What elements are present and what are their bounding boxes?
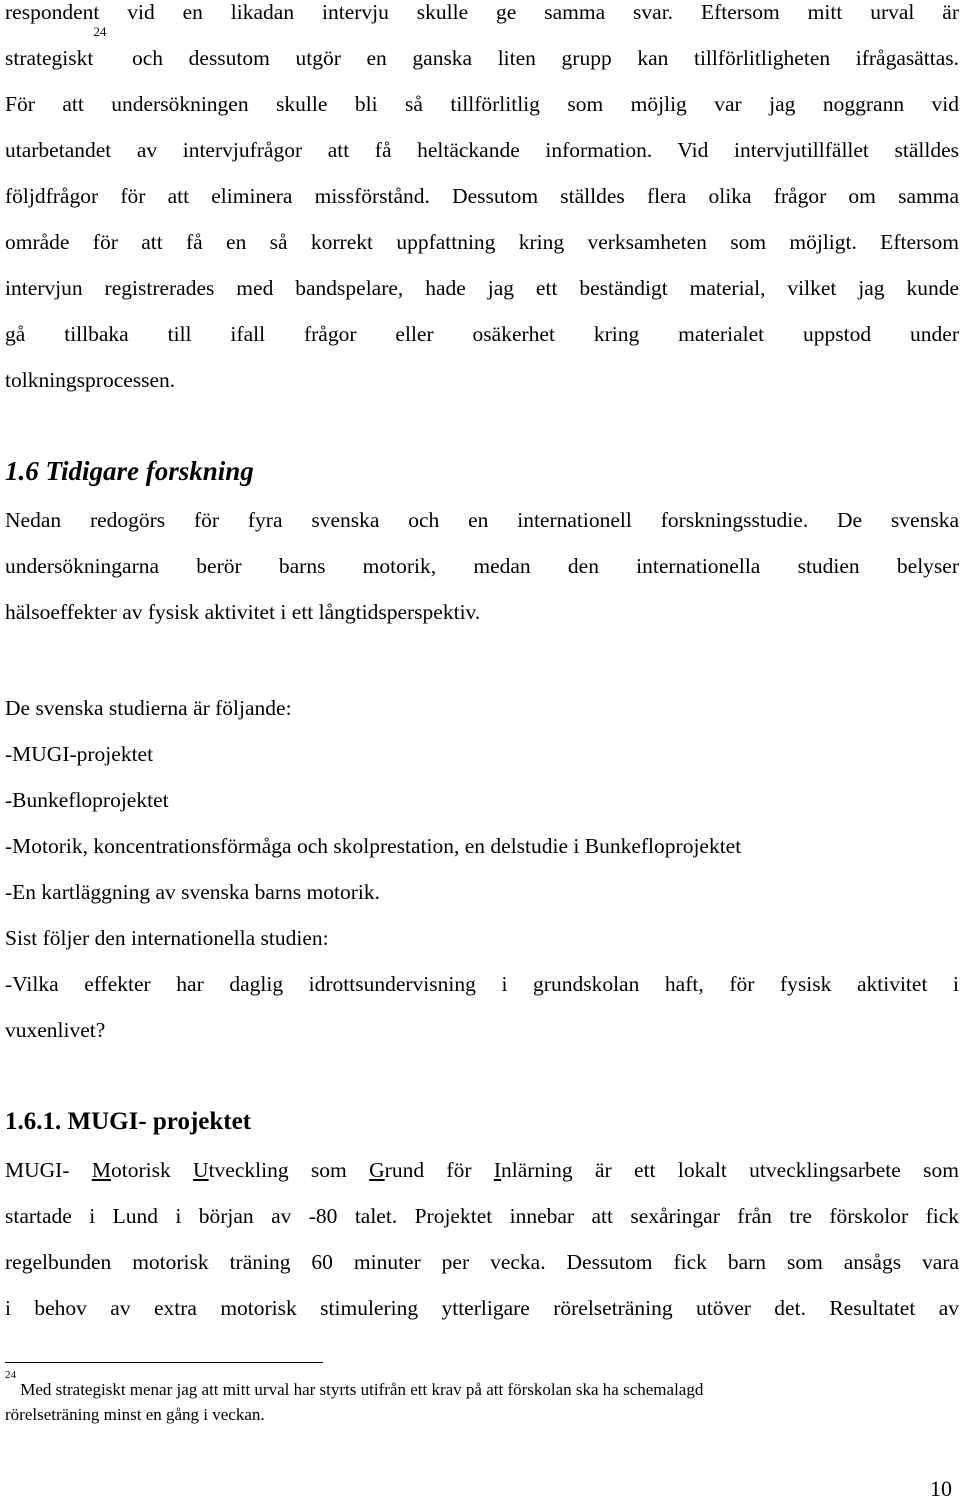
studies-list [5,685,959,1053]
text-line [5,24,959,81]
acronym-letter-i: I [493,1158,501,1182]
text-span: strategiskt [5,46,94,70]
paragraph-previous-research [5,497,959,635]
text-line: utarbetandet av intervjufrågor att få heltäckande information. Vid intervjutillfället ställdes [5,138,959,162]
list-item: -Vilka effekter har daglig idrottsundervisning i grundskolan haft, för fysisk aktivitet i [5,972,959,996]
text-line: undersökningarna berör barns motorik, medan den internationella studien belyser [5,554,959,578]
section-heading-1-6-1: 1.6.1. MUGI- projektet [5,1108,252,1135]
acronym-letter-u: U [193,1158,209,1182]
text-span: otorisk [110,1158,194,1182]
acronym-letter-g: G [369,1158,385,1182]
footnote-divider [5,1362,323,1363]
text-line [5,1147,959,1193]
text-line: respondent vid en likadan intervju skulle ge samma svar. Eftersom mitt urval är [5,0,959,24]
text-line: För att undersökningen skulle bli så tillförlitlig som möjlig var jag noggrann vid [5,92,959,116]
page-number: 10 [930,1476,952,1501]
text-line: regelbunden motorisk träning 60 minuter per vecka. Dessutom fick barn som ansågs vara [5,1250,959,1274]
list-item: -Motorik, koncentrationsförmåga och skolprestation, en delstudie i Bunkefloprojektet [5,834,742,858]
text-line: i behov av extra motorisk stimulering ytterligare rörelseträning utöver det. Resultatet av [5,1296,959,1320]
text-span: MUGI- [5,1158,92,1182]
paragraph-method [5,0,959,403]
text-line: område för att få en så korrekt uppfattning kring verksamheten som möjligt. Eftersom [5,230,959,254]
list-item: vuxenlivet? [5,1018,106,1042]
list-item: -Bunkefloprojektet [5,788,169,812]
list-item: -MUGI-projektet [5,742,154,766]
footnote-ref-24[interactable]: 24 [93,24,107,39]
text-line: startade i Lund i början av -80 talet. Projektet innebar att sexåringar från tre förskolor fick [5,1204,959,1228]
text-line: tolkningsprocessen. [5,368,176,392]
section-heading-1-6: 1.6 Tidigare forskning [5,456,254,486]
footnote-number: 24 [5,1369,16,1381]
list-intro: De svenska studierna är följande: [5,696,292,720]
text-span: och dessutom utgör en ganska liten grupp kan tillförlitligheten ifrågasättas. [106,46,959,70]
list-item: -En kartläggning av svenska barns motorik. [5,880,380,904]
footnote-line [5,1369,955,1402]
paragraph-mugi [5,1147,959,1331]
text-line: Nedan redogörs för fyra svenska och en internationell forskningsstudie. De svenska [5,508,959,532]
text-line: gå tillbaka till ifall frågor eller osäkerhet kring materialet uppstod under [5,322,959,346]
list-intro: Sist följer den internationella studien: [5,926,329,950]
text-line: hälsoeffekter av fysisk aktivitet i ett långtidsperspektiv. [5,600,481,624]
footnote-line: rörelseträning minst en gång i veckan. [5,1405,265,1424]
text-span: nlärning är ett lokalt utvecklingsarbete som [501,1158,959,1182]
text-line: följdfrågor för att eliminera missförstånd. Dessutom ställdes flera olika frågor om samma [5,184,959,208]
text-span: tveckling som [208,1158,370,1182]
acronym-letter-m: M [91,1158,111,1182]
footnote-24 [5,1369,955,1427]
footnote-text: Med strategiskt menar jag att mitt urval har styrts utifrån ett krav på att förskolan ska ha schemalagd [16,1380,704,1399]
text-line: intervjun registrerades med bandspelare, hade jag ett beständigt material, vilket jag kunde [5,276,959,300]
text-span: rund för [384,1158,494,1182]
